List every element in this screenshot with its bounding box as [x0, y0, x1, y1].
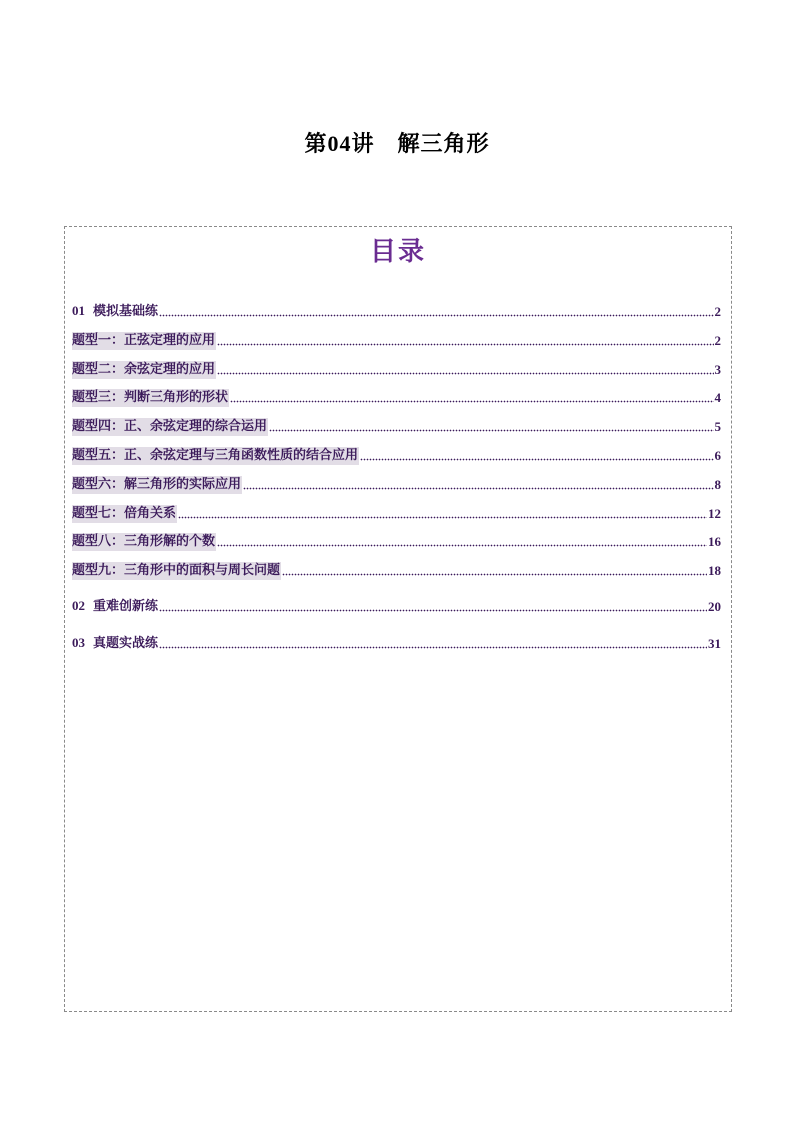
toc-entry-page: 2: [714, 304, 721, 319]
toc-entry-label: 题型九：三角形中的面积与周长问题: [72, 563, 281, 578]
toc-entry-page: 12: [708, 506, 721, 521]
toc-entry-number: 02: [72, 598, 85, 613]
toc-entry-label: 03 真题实战练: [72, 635, 159, 651]
toc-leader-dots: [269, 429, 713, 432]
toc-leader-dots: [217, 372, 713, 375]
toc-entry[interactable]: [72, 416, 721, 436]
toc-entry[interactable]: [72, 503, 721, 523]
title-suffix: 讲 解三角形: [351, 132, 490, 157]
toc-leader-dots: [159, 646, 707, 649]
toc-leader-dots: [243, 487, 713, 490]
toc-entry[interactable]: [72, 301, 721, 321]
toc-entry[interactable]: [72, 560, 721, 580]
toc-entry[interactable]: [72, 330, 721, 350]
toc-entry[interactable]: [72, 633, 721, 653]
toc-entry-number: 03: [72, 635, 85, 650]
toc-entry-page: 3: [714, 362, 721, 377]
toc-entry-page: 31: [708, 636, 721, 651]
toc-leader-dots: [159, 314, 713, 317]
toc-entry-label: 题型六：解三角形的实际应用: [72, 477, 242, 492]
toc-entry-page: 4: [714, 390, 721, 405]
toc-entry-page: 18: [708, 563, 721, 578]
toc-entry-label: 题型一：正弦定理的应用: [72, 333, 216, 348]
toc-leader-dots: [217, 343, 713, 346]
title-number: 04: [327, 131, 352, 156]
toc-entry-number: 01: [72, 303, 85, 318]
toc-leader-dots: [217, 544, 707, 547]
toc-entry-page: 5: [714, 419, 721, 434]
toc-entry-page: 6: [714, 448, 721, 463]
toc-entry-page: 20: [708, 599, 721, 614]
table-of-contents: [64, 226, 732, 1012]
toc-entry[interactable]: [72, 359, 721, 379]
toc-leader-dots: [360, 458, 713, 461]
toc-entry-page: 8: [714, 477, 721, 492]
toc-entry[interactable]: [72, 387, 721, 407]
toc-entry-label: 题型八：三角形解的个数: [72, 534, 216, 549]
toc-entry-page: 16: [708, 534, 721, 549]
toc-leader-dots: [282, 573, 707, 576]
toc-leader-dots: [230, 400, 713, 403]
toc-entry[interactable]: [72, 596, 721, 616]
toc-entry-label: 01 模拟基础练: [72, 303, 159, 319]
toc-entry-label: 题型五：正、余弦定理与三角函数性质的结合应用: [72, 448, 359, 463]
toc-entry[interactable]: [72, 531, 721, 551]
toc-entry-label: 题型七：倍角关系: [72, 506, 177, 521]
toc-entry-label: 题型四：正、余弦定理的综合运用: [72, 419, 268, 434]
page-title: [0, 127, 794, 158]
toc-entry-label: 02 重难创新练: [72, 598, 159, 614]
toc-leader-dots: [159, 609, 707, 612]
toc-entry-page: 2: [714, 333, 721, 348]
toc-entry-label: 题型二：余弦定理的应用: [72, 362, 216, 377]
toc-entry[interactable]: [72, 474, 721, 494]
title-prefix: 第: [304, 132, 328, 157]
toc-entry[interactable]: [72, 445, 721, 465]
toc-leader-dots: [178, 516, 707, 519]
toc-entry-label: 题型三：判断三角形的形状: [72, 390, 229, 405]
toc-heading: 目录: [369, 237, 426, 267]
